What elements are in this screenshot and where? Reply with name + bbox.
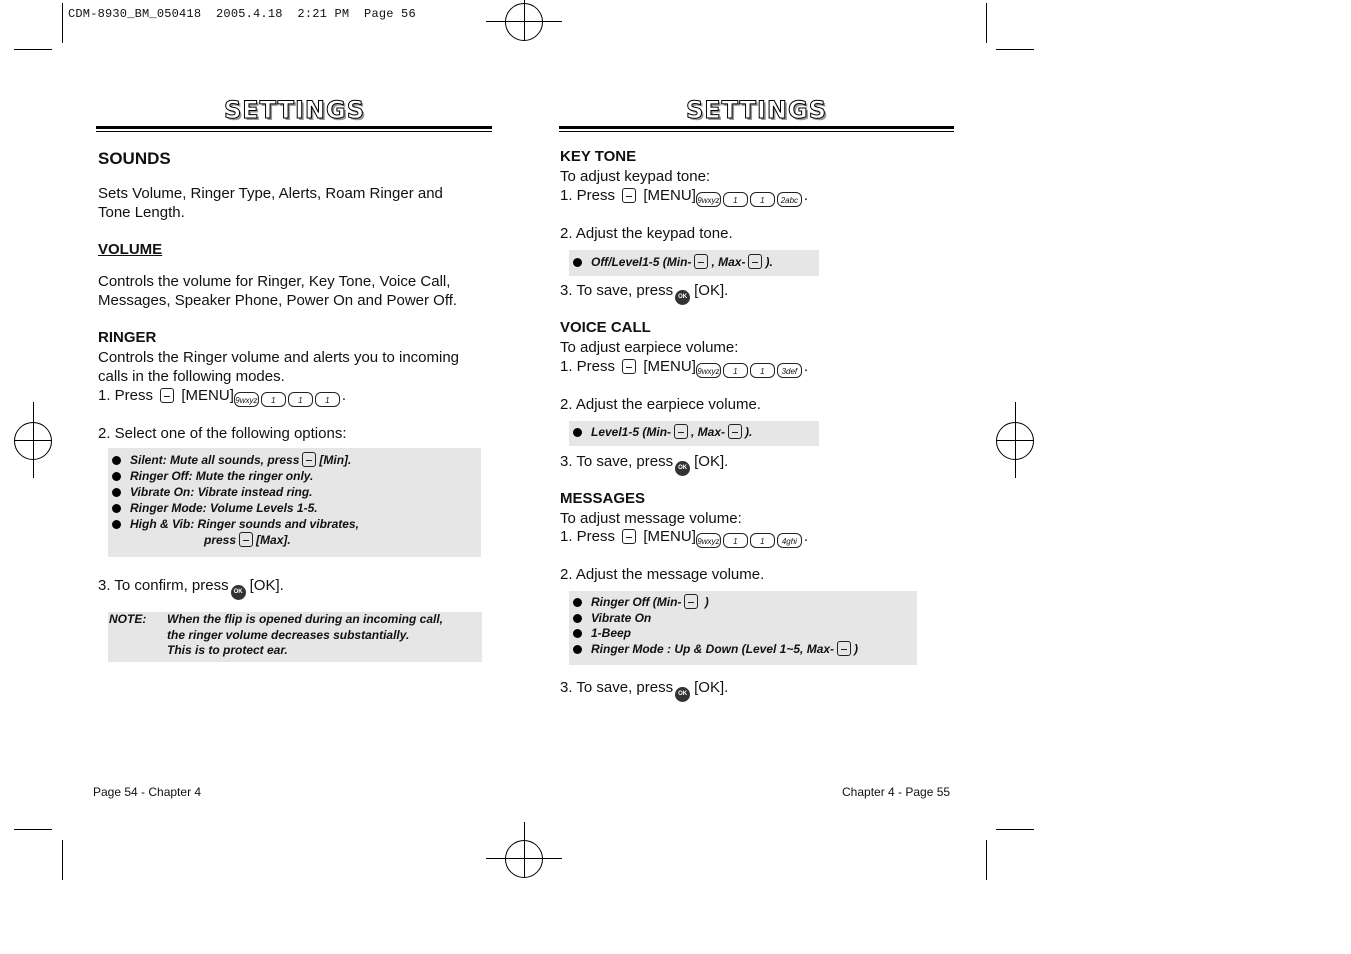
key-9-icon: 9wxyz: [696, 192, 721, 207]
left-page-footer: Page 54 - Chapter 4: [93, 785, 202, 799]
key-1-icon: 1: [750, 192, 775, 207]
ringer-option-off: Ringer Off: Mute the ringer only.: [112, 468, 313, 484]
left-soft-key-icon: [160, 388, 174, 403]
key-tone-step-3: 3. To save, press OK [OK].: [560, 281, 728, 305]
note-label: NOTE:: [109, 612, 147, 626]
messages-heading: MESSAGES: [560, 490, 646, 507]
title-rule: [559, 131, 954, 132]
left-soft-key-icon: [622, 529, 636, 544]
right-page-footer: Chapter 4 - Page 55: [842, 785, 951, 799]
messages-option-ringer-off: Ringer Off (Min- ): [573, 594, 709, 610]
key-tone-description: To adjust keypad tone:: [560, 168, 711, 185]
messages-description: To adjust message volume:: [560, 510, 742, 527]
key-1-icon: 1: [723, 192, 748, 207]
ringer-step-1: 1. Press [MENU]9wxyz 1 1 1 .: [98, 387, 347, 405]
crop-mark: [14, 829, 52, 830]
sounds-heading: SOUNDS: [98, 149, 171, 168]
voice-call-option: Level1-5 (Min- , Max- ).: [573, 424, 752, 440]
voice-call-heading: VOICE CALL: [560, 319, 651, 336]
ringer-option-silent: Silent: Mute all sounds, press [Min].: [112, 452, 351, 468]
crop-mark: [996, 49, 1034, 50]
key-tone-option: Off/Level1-5 (Min- , Max- ).: [573, 254, 773, 270]
ringer-option-high-vib: High & Vib: Ringer sounds and vibrates,: [112, 516, 359, 532]
crop-mark: [62, 3, 63, 43]
ringer-option-vibrate: Vibrate On: Vibrate instead ring.: [112, 484, 312, 500]
title-rule: [96, 131, 492, 132]
left-soft-key-icon: [684, 594, 698, 609]
key-1-icon: 1: [750, 533, 775, 548]
volume-heading: VOLUME: [98, 241, 163, 258]
key-1-icon: 1: [750, 363, 775, 378]
left-soft-key-icon: [674, 424, 688, 439]
ringer-step-2: 2. Select one of the following options:: [98, 425, 347, 442]
messages-option-beep: 1-Beep: [573, 625, 631, 641]
ringer-heading: RINGER: [98, 329, 157, 346]
left-page-title: SETTINGS: [224, 96, 365, 124]
sounds-description: Sets Volume, Ringer Type, Alerts, Roam Ringer and Tone Length.: [98, 185, 443, 221]
key-1-icon: 1: [315, 392, 340, 407]
right-soft-key-icon: [837, 641, 851, 656]
title-rule: [559, 126, 954, 129]
key-tone-step-1: 1. Press [MENU]9wxyz 1 1 2abc .: [560, 187, 809, 205]
key-4-icon: 4ghi: [777, 533, 802, 548]
note-text: When the flip is opened during an incoming call, the ringer volume decreases substantially. This is to protect ear.: [167, 612, 444, 657]
voice-call-step-3: 3. To save, press OK [OK].: [560, 452, 728, 476]
crop-mark: [986, 840, 987, 880]
ringer-option-mode: Ringer Mode: Volume Levels 1-5.: [112, 500, 318, 516]
print-slug: CDM-8930_BM_050418 2005.4.18 2:21 PM Page 56: [68, 7, 416, 21]
messages-option-ringer-mode: Ringer Mode : Up & Down (Level 1~5, Max- ): [573, 641, 858, 657]
ringer-option-high-vib-cont: press [Max].: [204, 533, 291, 547]
voice-call-description: To adjust earpiece volume:: [560, 339, 739, 356]
key-2-icon: 2abc: [777, 192, 802, 207]
messages-step-2: 2. Adjust the message volume.: [560, 566, 765, 583]
volume-description: Controls the volume for Ringer, Key Tone, Voice Call, Messages, Speaker Phone, Power On and Power Off.: [98, 273, 458, 309]
ok-key-icon: OK: [675, 687, 690, 702]
key-3-icon: 3def: [777, 363, 802, 378]
crop-mark: [986, 3, 987, 43]
key-9-icon: 9wxyz: [696, 533, 721, 548]
ringer-step-3: 3. To confirm, press OK [OK].: [98, 576, 284, 600]
ok-key-icon: OK: [675, 461, 690, 476]
messages-step-1: 1. Press [MENU]9wxyz 1 1 4ghi .: [560, 528, 809, 546]
left-soft-key-icon: [694, 254, 708, 269]
crop-mark: [996, 829, 1034, 830]
left-soft-key-icon: [622, 359, 636, 374]
key-9-icon: 9wxyz: [234, 392, 259, 407]
messages-step-3: 3. To save, press OK [OK].: [560, 678, 728, 702]
left-soft-key-icon: [622, 188, 636, 203]
key-9-icon: 9wxyz: [696, 363, 721, 378]
key-1-icon: 1: [261, 392, 286, 407]
right-soft-key-icon: [728, 424, 742, 439]
messages-option-vibrate: Vibrate On: [573, 610, 651, 626]
key-1-icon: 1: [288, 392, 313, 407]
title-rule: [96, 126, 492, 129]
ok-key-icon: OK: [231, 585, 246, 600]
key-tone-step-2: 2. Adjust the keypad tone.: [560, 225, 733, 242]
crop-mark: [14, 49, 52, 50]
right-soft-key-icon: [748, 254, 762, 269]
voice-call-step-2: 2. Adjust the earpiece volume.: [560, 396, 761, 413]
ok-key-icon: OK: [675, 290, 690, 305]
key-1-icon: 1: [723, 533, 748, 548]
left-soft-key-icon: [302, 452, 316, 467]
voice-call-step-1: 1. Press [MENU]9wxyz 1 1 3def .: [560, 358, 809, 376]
right-soft-key-icon: [239, 532, 253, 547]
crop-mark: [62, 840, 63, 880]
right-page-title: SETTINGS: [686, 96, 827, 124]
key-tone-heading: KEY TONE: [560, 148, 637, 165]
key-1-icon: 1: [723, 363, 748, 378]
ringer-description: Controls the Ringer volume and alerts you to incoming calls in the following modes.: [98, 349, 460, 385]
